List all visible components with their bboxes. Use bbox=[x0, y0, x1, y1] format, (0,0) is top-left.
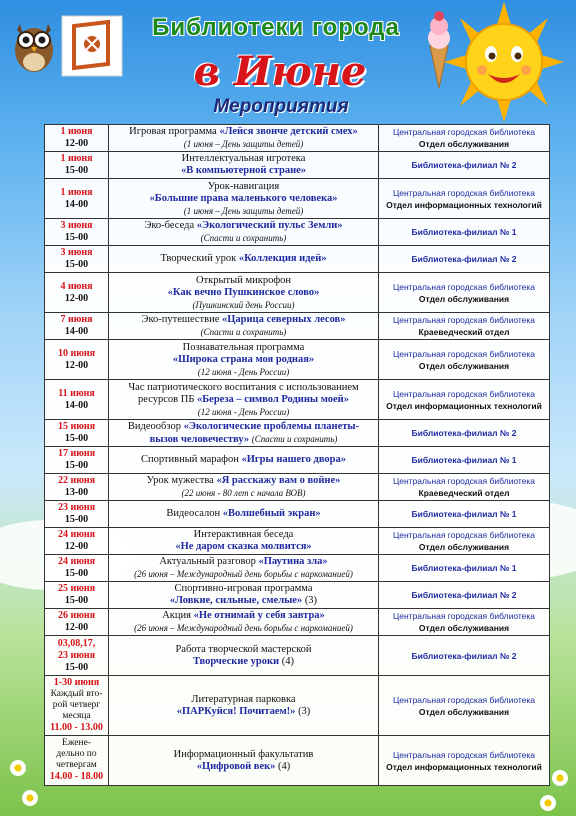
event-date-cell bbox=[45, 219, 109, 246]
library-department: Отдел обслуживания bbox=[418, 360, 510, 371]
event-occasion-note: (12 июня - День России) bbox=[197, 366, 290, 377]
event-title: «В компьютерной стране» bbox=[180, 165, 307, 176]
event-time: 12-00 bbox=[64, 622, 89, 633]
event-library-cell bbox=[379, 219, 550, 246]
event-date-cell bbox=[45, 447, 109, 474]
event-library-cell bbox=[379, 179, 550, 219]
event-row bbox=[45, 582, 550, 609]
event-text: Интерактивная беседа bbox=[193, 529, 294, 540]
event-text: Спортивно-игровая программа bbox=[174, 583, 313, 594]
event-description-cell bbox=[109, 125, 379, 152]
library-name: Центральная городская библиотека bbox=[392, 694, 536, 705]
library-name: Библиотека-филиал № 2 bbox=[411, 650, 517, 661]
event-date: 11 июня bbox=[58, 387, 95, 399]
event-text: Час патриотического воспитания с использованием bbox=[128, 381, 359, 393]
event-text: Эко-беседа bbox=[144, 220, 197, 231]
event-description-cell bbox=[109, 582, 379, 609]
event-row bbox=[45, 736, 550, 786]
event-occasion-note: (12 июня - День России) bbox=[197, 406, 290, 417]
event-time: 15-00 bbox=[64, 165, 89, 176]
event-row bbox=[45, 609, 550, 636]
event-row bbox=[45, 219, 550, 246]
library-name: Библиотека-филиал № 1 bbox=[411, 455, 517, 465]
event-library-cell bbox=[379, 447, 550, 474]
event-time: 15-00 bbox=[64, 259, 89, 270]
event-date-cell bbox=[45, 246, 109, 273]
event-occasion-note: (Пушкинский день России) bbox=[192, 299, 295, 310]
event-time: 12-00 bbox=[64, 138, 89, 149]
library-department: Отдел обслуживания bbox=[418, 293, 510, 304]
event-text: Актуальный разговор bbox=[159, 556, 259, 567]
event-row bbox=[45, 152, 550, 179]
event-date-cell bbox=[45, 582, 109, 609]
event-occasion-note: (26 июня – Международный день борьбы с наркоманией) bbox=[134, 569, 353, 579]
event-row bbox=[45, 447, 550, 474]
library-department: Отдел информационных технологий bbox=[386, 199, 542, 210]
event-time: 14-00 bbox=[64, 326, 89, 337]
event-row bbox=[45, 340, 550, 380]
library-department: Краеведческий отдел bbox=[418, 327, 510, 337]
event-title: «Лейся звонче детский смех» bbox=[219, 126, 358, 137]
event-date: 3 июня bbox=[60, 220, 93, 231]
event-text: Урок мужества bbox=[146, 475, 217, 486]
library-name: Центральная городская библиотека bbox=[392, 187, 536, 198]
event-title: «ПАРКуйся! Почитаем!» bbox=[176, 705, 296, 717]
library-name: Центральная городская библиотека bbox=[392, 315, 536, 325]
library-department: Отдел обслуживания bbox=[418, 139, 510, 149]
event-time: 13-00 bbox=[64, 487, 89, 498]
event-description-cell bbox=[109, 380, 379, 420]
library-logo-icon bbox=[60, 14, 124, 78]
event-title: «Как вечно Пушкинское слово» bbox=[167, 286, 320, 298]
event-row bbox=[45, 636, 550, 676]
event-description-cell bbox=[109, 340, 379, 380]
event-library-cell bbox=[379, 420, 550, 447]
library-name: Библиотека-филиал № 1 bbox=[411, 509, 517, 519]
event-library-cell bbox=[379, 676, 550, 736]
event-text: Эко-путешествие bbox=[141, 314, 222, 325]
event-occasion-note: (1 июня – День защиты детей) bbox=[183, 139, 304, 149]
event-row bbox=[45, 313, 550, 340]
event-time: 15-00 bbox=[64, 568, 89, 579]
event-title: «Широка страна моя родная» bbox=[172, 353, 315, 365]
event-date: 23 июня bbox=[57, 502, 96, 513]
event-occasion-note: (Спасти и сохранить) bbox=[200, 327, 287, 337]
event-text: (Спасти и сохранить) bbox=[251, 433, 338, 444]
event-title: «Я расскажу вам о войне» bbox=[216, 475, 341, 486]
event-time: 14-00 bbox=[64, 198, 89, 210]
event-date: 4 июня bbox=[60, 280, 93, 292]
event-row bbox=[45, 273, 550, 313]
event-date-cell bbox=[45, 125, 109, 152]
library-name: Центральная городская библиотека bbox=[392, 348, 536, 359]
event-time: 14-00 bbox=[64, 399, 89, 411]
event-text: Работа творческой мастерской bbox=[175, 643, 312, 655]
library-department: Отдел обслуживания bbox=[418, 706, 510, 717]
event-row bbox=[45, 125, 550, 152]
library-name: Библиотека-филиал № 2 bbox=[411, 590, 517, 600]
event-title: «Береза – символ Родины моей» bbox=[196, 393, 349, 405]
event-date-cell bbox=[45, 676, 109, 736]
event-occasion-note: (1 июня – День защиты детей) bbox=[183, 205, 304, 216]
event-description-cell bbox=[109, 609, 379, 636]
event-text: Литературная парковка bbox=[191, 693, 296, 705]
event-text: (4) bbox=[279, 655, 294, 667]
event-description-cell bbox=[109, 246, 379, 273]
event-library-cell bbox=[379, 528, 550, 555]
library-name: Центральная городская библиотека bbox=[392, 476, 536, 486]
event-title: «Ловкие, сильные, смелые» bbox=[169, 595, 303, 606]
event-date: 1 июня bbox=[60, 126, 93, 137]
event-date-note: Ежене- дельно по четвергам bbox=[56, 738, 97, 770]
event-title: «Игры нашего двора» bbox=[241, 454, 347, 465]
event-text: Видеосалон bbox=[166, 508, 223, 519]
event-date-cell bbox=[45, 528, 109, 555]
event-time: 15-00 bbox=[64, 595, 89, 606]
event-text: Интеллектуальная игротека bbox=[181, 153, 306, 164]
event-title: вызов человечеству» bbox=[149, 433, 250, 445]
event-text: Спортивный марафон bbox=[140, 454, 242, 465]
event-date: 1-30 июня bbox=[53, 677, 100, 688]
event-time: 15-00 bbox=[64, 433, 89, 444]
event-title: «Большие права маленького человека» bbox=[149, 192, 338, 204]
event-date-cell bbox=[45, 340, 109, 380]
event-date-cell bbox=[45, 609, 109, 636]
event-description-cell bbox=[109, 152, 379, 179]
event-title: «Экологический пульс Земли» bbox=[196, 220, 343, 231]
event-description-cell bbox=[109, 447, 379, 474]
event-title: «Не даром сказка молвится» bbox=[175, 541, 312, 552]
event-occasion-note: (Спасти и сохранить) bbox=[200, 233, 287, 243]
event-date: 1 июня bbox=[60, 153, 93, 164]
library-name: Центральная городская библиотека bbox=[392, 388, 536, 399]
event-date: 25 июня bbox=[57, 583, 96, 594]
event-text: Акция bbox=[162, 610, 194, 621]
event-date-cell bbox=[45, 555, 109, 582]
event-date-cell bbox=[45, 636, 109, 676]
library-name: Центральная городская библиотека bbox=[392, 281, 536, 292]
event-text: Игровая программа bbox=[129, 126, 220, 137]
event-row bbox=[45, 474, 550, 501]
event-library-cell bbox=[379, 555, 550, 582]
event-library-cell bbox=[379, 474, 550, 501]
event-description-cell bbox=[109, 636, 379, 676]
event-library-cell bbox=[379, 582, 550, 609]
event-library-cell bbox=[379, 246, 550, 273]
event-library-cell bbox=[379, 125, 550, 152]
event-library-cell bbox=[379, 273, 550, 313]
event-date-cell bbox=[45, 736, 109, 786]
event-description-cell bbox=[109, 474, 379, 501]
event-date: 22 июня bbox=[57, 475, 96, 486]
event-date-cell bbox=[45, 273, 109, 313]
sun-icon bbox=[438, 2, 570, 122]
event-library-cell bbox=[379, 736, 550, 786]
event-text: Урок-навигация bbox=[207, 180, 280, 192]
event-time: 12-00 bbox=[64, 359, 89, 371]
event-library-cell bbox=[379, 152, 550, 179]
events-table bbox=[44, 124, 550, 786]
event-title: Творческие уроки bbox=[193, 655, 280, 667]
event-description-cell bbox=[109, 736, 379, 786]
poster-header bbox=[0, 0, 576, 124]
library-name: Библиотека-филиал № 1 bbox=[411, 227, 517, 237]
event-time: 12-00 bbox=[64, 541, 89, 552]
event-text: Познавательная программа bbox=[182, 341, 305, 353]
event-title: «Паутина зла» bbox=[258, 556, 328, 567]
event-date: 3 июня bbox=[60, 247, 93, 258]
event-library-cell bbox=[379, 313, 550, 340]
event-library-cell bbox=[379, 636, 550, 676]
event-title: «Экологические проблемы планеты- bbox=[183, 420, 360, 432]
title-line-2: в Июне bbox=[193, 48, 367, 95]
event-date: 03,08,17, 23 июня bbox=[57, 637, 96, 661]
event-date: 15 июня bbox=[57, 421, 96, 432]
event-time: 11.00 - 13.00 bbox=[50, 722, 103, 733]
event-time: 15-00 bbox=[64, 232, 89, 243]
event-text: Информационный факультатив bbox=[173, 748, 314, 760]
event-description-cell bbox=[109, 555, 379, 582]
event-date-cell bbox=[45, 501, 109, 528]
event-occasion-note: (26 июня – Международный день борьбы с наркоманией) bbox=[134, 623, 353, 633]
library-name: Центральная городская библиотека bbox=[392, 611, 536, 621]
event-time: 15-00 bbox=[64, 661, 89, 673]
event-date-cell bbox=[45, 179, 109, 219]
event-date: 1 июня bbox=[60, 186, 93, 198]
event-time: 14.00 - 18.00 bbox=[49, 771, 104, 782]
event-description-cell bbox=[109, 420, 379, 447]
event-occasion-note: (22 июня - 80 лет с начала ВОВ) bbox=[181, 488, 306, 498]
event-title: «Волшебный экран» bbox=[222, 508, 321, 519]
library-name: Центральная городская библиотека bbox=[392, 530, 536, 540]
library-name: Центральная городская библиотека bbox=[392, 749, 536, 760]
event-date-note: Каждый вто- рой четверг месяца bbox=[50, 689, 103, 721]
event-text: Видеообзор bbox=[127, 420, 184, 432]
event-row bbox=[45, 246, 550, 273]
event-library-cell bbox=[379, 340, 550, 380]
library-department: Краеведческий отдел bbox=[418, 488, 510, 498]
event-text: (4) bbox=[275, 760, 291, 772]
library-department: Отдел обслуживания bbox=[418, 623, 510, 633]
event-text: (3) bbox=[302, 595, 318, 606]
event-date: 24 июня bbox=[57, 556, 96, 567]
library-name: Библиотека-филиал № 2 bbox=[411, 428, 517, 438]
event-time: 15-00 bbox=[64, 514, 89, 525]
event-row bbox=[45, 676, 550, 736]
event-title: «Цифровой век» bbox=[196, 760, 276, 772]
event-description-cell bbox=[109, 676, 379, 736]
event-title: «Коллекция идей» bbox=[238, 253, 327, 264]
event-row bbox=[45, 528, 550, 555]
owl-icon bbox=[12, 18, 56, 74]
events-heading: Мероприятия bbox=[213, 96, 349, 117]
event-library-cell bbox=[379, 501, 550, 528]
library-name: Библиотека-филиал № 1 bbox=[411, 563, 517, 573]
event-row bbox=[45, 555, 550, 582]
event-text: Творческий урок bbox=[160, 253, 239, 264]
event-library-cell bbox=[379, 380, 550, 420]
event-time: 15-00 bbox=[64, 460, 89, 471]
event-description-cell bbox=[109, 528, 379, 555]
event-date-cell bbox=[45, 380, 109, 420]
event-date-cell bbox=[45, 420, 109, 447]
event-row bbox=[45, 420, 550, 447]
event-description-cell bbox=[109, 179, 379, 219]
event-description-cell bbox=[109, 273, 379, 313]
library-department: Отдел информационных технологий bbox=[386, 761, 542, 772]
event-row bbox=[45, 380, 550, 420]
event-title: «Царица северных лесов» bbox=[222, 314, 346, 325]
event-row bbox=[45, 501, 550, 528]
event-date-cell bbox=[45, 474, 109, 501]
event-text: ресурсов ПБ bbox=[138, 393, 197, 405]
title-line-1: Библиотеки города bbox=[152, 14, 400, 41]
event-description-cell bbox=[109, 313, 379, 340]
event-time: 12-00 bbox=[64, 292, 89, 304]
event-text: Открытый микрофон bbox=[195, 274, 291, 286]
event-library-cell bbox=[379, 609, 550, 636]
event-date: 10 июня bbox=[57, 347, 96, 359]
library-name: Центральная городская библиотека bbox=[392, 127, 536, 137]
event-date-cell bbox=[45, 313, 109, 340]
event-row bbox=[45, 179, 550, 219]
event-date-cell bbox=[45, 152, 109, 179]
library-name: Библиотека-филиал № 2 bbox=[411, 254, 517, 264]
event-date: 17 июня bbox=[57, 448, 96, 459]
event-date: 26 июня bbox=[57, 610, 96, 621]
library-name: Библиотека-филиал № 2 bbox=[411, 160, 517, 170]
library-department: Отдел обслуживания bbox=[418, 542, 510, 552]
event-date: 7 июня bbox=[60, 314, 93, 325]
event-date: 24 июня bbox=[57, 529, 96, 540]
event-description-cell bbox=[109, 501, 379, 528]
event-description-cell bbox=[109, 219, 379, 246]
event-title: «Не отнимай у себя завтра» bbox=[193, 610, 325, 621]
event-text: (3) bbox=[295, 705, 311, 717]
library-department: Отдел информационных технологий bbox=[386, 400, 542, 411]
